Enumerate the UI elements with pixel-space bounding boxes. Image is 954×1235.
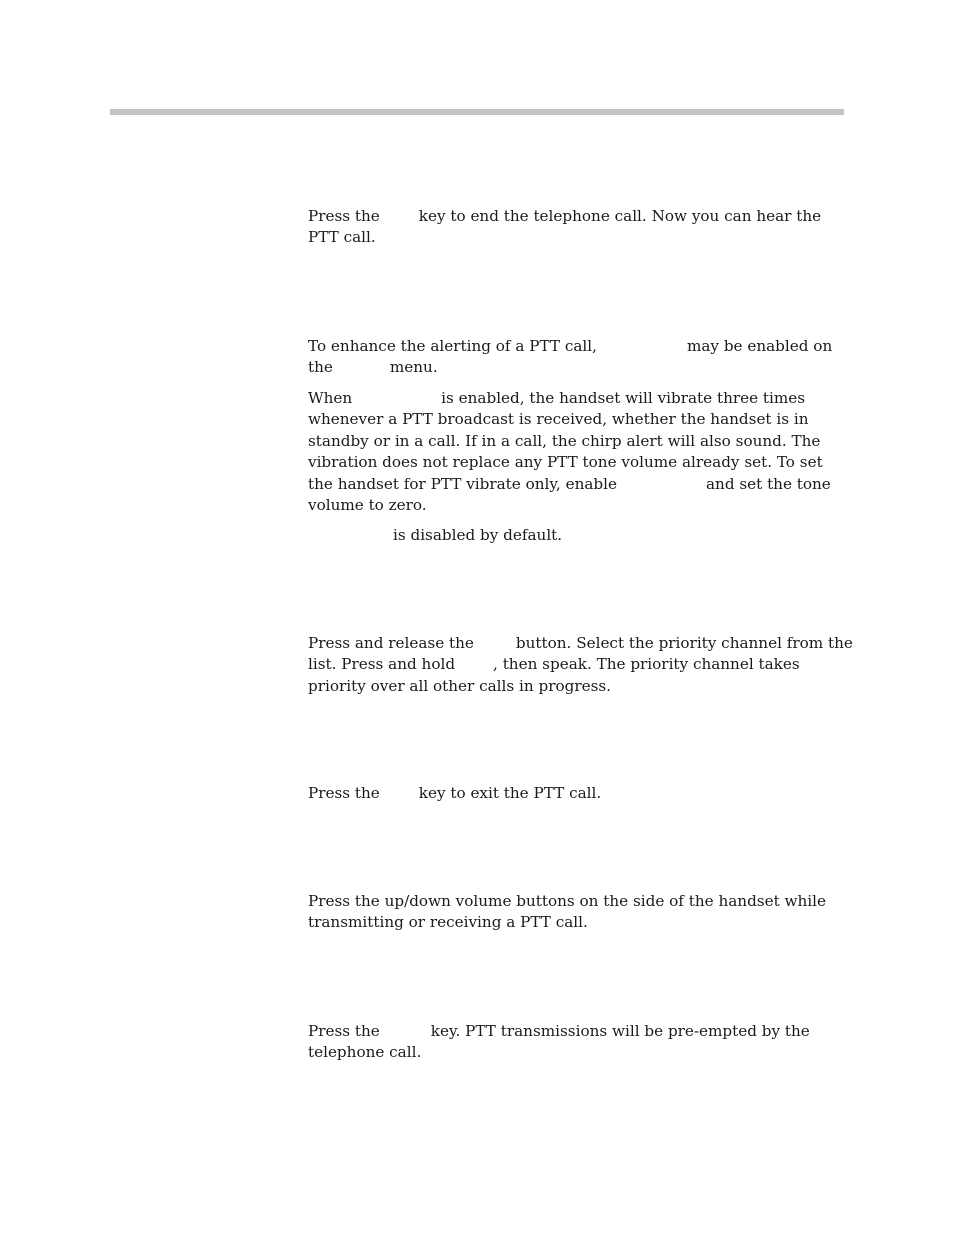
paragraph-enhance-alerting <box>308 336 840 379</box>
text-segment: key. PTT transmissions will be pre-empted by the <box>430 1022 810 1040</box>
text-segment: is enabled, the handset will vibrate three times <box>441 389 806 407</box>
text-segment: button. Select the priority channel from the <box>515 634 853 652</box>
text-segment: Press and release the <box>308 634 474 652</box>
text-line <box>308 336 840 357</box>
text-line: volume to zero. <box>308 495 427 514</box>
text-segment: and set the tone <box>705 474 831 493</box>
text-line <box>308 525 840 546</box>
text-line: standby or in a call. If in a call, the chirp alert will also sound. The <box>308 431 821 450</box>
text-segment: key to exit the PTT call. <box>418 784 602 802</box>
text-segment: Press the <box>308 207 380 225</box>
text-line <box>308 388 840 409</box>
text-line <box>308 357 840 378</box>
text-line: telephone call. <box>308 1043 422 1062</box>
text-segment: is disabled by default. <box>393 526 563 544</box>
paragraph-end-call <box>308 206 840 249</box>
text-segment: list. Press and hold <box>308 655 456 674</box>
text-line <box>308 783 840 804</box>
paragraph-priority-channel <box>308 633 853 697</box>
paragraph-telephone-call <box>308 1021 840 1064</box>
text-segment: may be enabled on <box>686 337 833 355</box>
header-rule <box>110 109 844 115</box>
text-line: Press the up/down volume buttons on the side of the handset while <box>308 892 826 910</box>
text-segment: menu. <box>389 358 438 377</box>
paragraph-default-disabled <box>308 525 840 546</box>
text-segment: key to end the telephone call. Now you can hear the <box>418 207 822 225</box>
text-segment: Press the <box>308 784 380 802</box>
text-line: whenever a PTT broadcast is received, whether the handset is in <box>308 410 809 429</box>
text-segment: When <box>308 389 353 407</box>
paragraph-volume <box>308 891 840 934</box>
text-line <box>308 1021 840 1042</box>
text-line <box>308 654 840 675</box>
text-segment: , then speak. The priority channel takes <box>493 655 800 674</box>
text-line: vibration does not replace any PTT tone volume already set. To set <box>308 453 823 472</box>
paragraph-vibrate-behavior <box>308 388 840 516</box>
text-segment: the handset for PTT vibrate only, enable <box>308 474 617 493</box>
text-segment: the <box>308 358 333 377</box>
text-segment: To enhance the alerting of a PTT call, <box>308 337 597 355</box>
text-line: priority over all other calls in progress. <box>308 676 611 695</box>
text-line: PTT call. <box>308 228 376 247</box>
text-line <box>308 206 840 227</box>
paragraph-exit-call <box>308 783 840 804</box>
text-line <box>308 633 853 654</box>
text-segment: Press the <box>308 1022 380 1040</box>
text-line: transmitting or receiving a PTT call. <box>308 913 588 932</box>
text-line <box>308 474 840 495</box>
